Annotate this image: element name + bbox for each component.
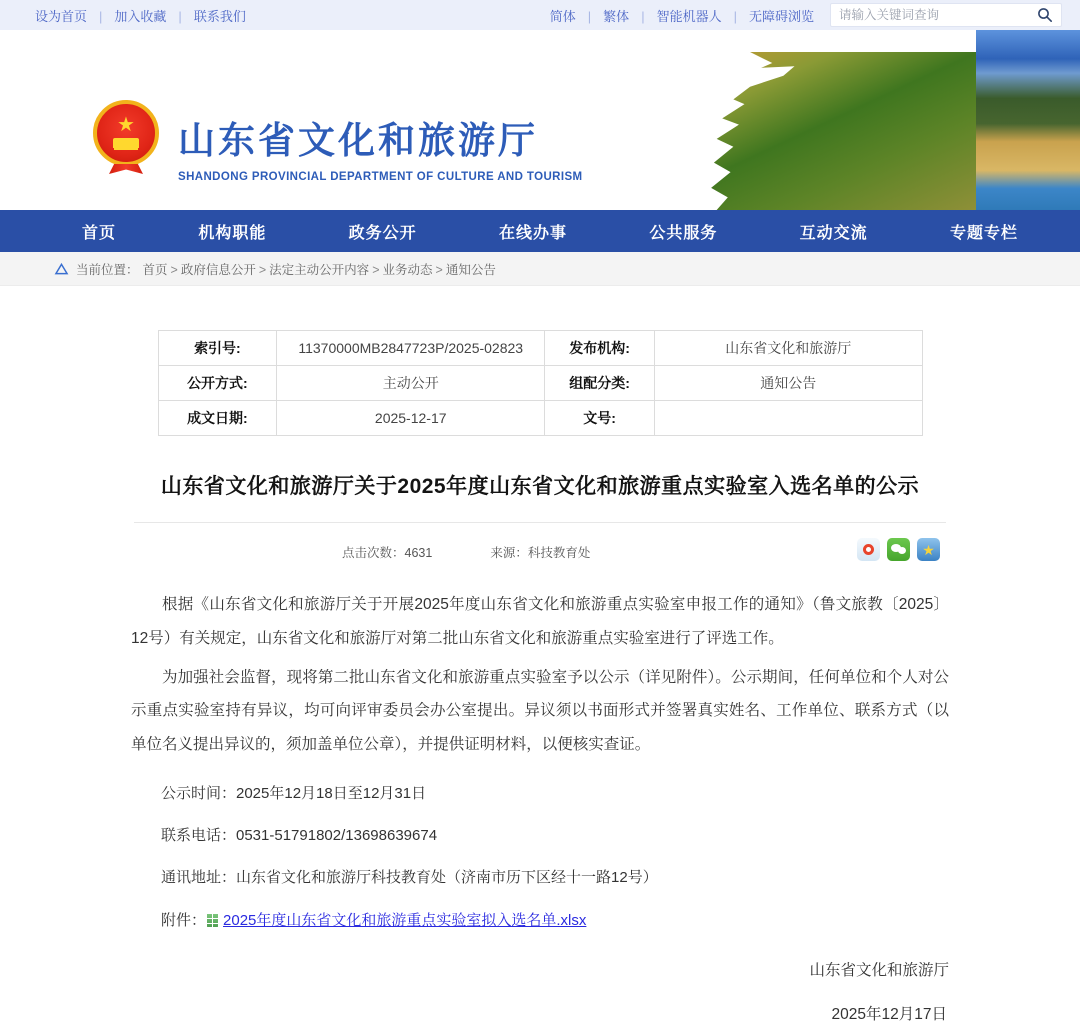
table-row xyxy=(158,331,922,366)
article-body xyxy=(131,588,949,761)
page-title: 山东省文化和旅游厅关于2025年度山东省文化和旅游重点实验室入选名单的公示 xyxy=(160,475,920,498)
contact-phone-line: 联系电话：0531-51791802/13698639674 xyxy=(161,827,438,844)
accessibility-link[interactable]: | 无障碍浏览 xyxy=(722,6,814,25)
paragraph: 根据《山东省文化和旅游厅关于开展2025年度山东省文化和旅游重点实验室申报工作的通知》（鲁文旅教〔2025〕12号）有关规定，山东省文化和旅游厅对第二批山东省文化和旅游重点实验室进行了评选工作。 xyxy=(131,596,949,647)
set-homepage-link[interactable]: 设为首页 xyxy=(35,8,88,24)
breadcrumb-statutory-disclosure[interactable]: 法定主动公开内容 > xyxy=(269,260,382,278)
topbar-right xyxy=(550,3,1062,27)
emblem-star-icon: ★ xyxy=(117,113,135,136)
table-row xyxy=(158,366,922,401)
hit-count xyxy=(342,543,432,561)
smart-robot-link[interactable]: | 智能机器人 xyxy=(629,6,721,25)
attachment-line xyxy=(131,909,949,930)
doc-number-value xyxy=(654,401,922,436)
date-written-label: 成文日期: xyxy=(158,401,277,436)
location-triangle-icon xyxy=(55,263,68,275)
index-number-value: 11370000MB2847723P/2025-02823 xyxy=(277,331,545,366)
site-title-english: SHANDONG PROVINCIAL DEPARTMENT OF CULTURE AND TOURISM xyxy=(178,171,583,183)
main-content xyxy=(0,330,1080,1024)
main-nav xyxy=(0,210,1080,252)
breadcrumb xyxy=(0,252,1080,286)
nav-item-public-services[interactable]: 公共服务 xyxy=(649,224,718,242)
date-written-value: 2025-12-17 xyxy=(277,401,545,436)
disclosure-method-value: 主动公开 xyxy=(277,366,545,401)
doc-number-label: 文号: xyxy=(545,401,655,436)
national-emblem-logo-icon xyxy=(88,100,164,176)
share-buttons xyxy=(857,538,940,561)
site-title: 山东省文化和旅游厅 xyxy=(178,120,538,161)
title-divider xyxy=(134,522,946,523)
signature-org: 山东省文化和旅游厅 xyxy=(809,962,949,979)
wechat-share-icon[interactable] xyxy=(887,538,910,561)
banner-hill-photo xyxy=(700,52,978,210)
nav-item-home[interactable]: 首页 xyxy=(82,224,117,242)
topbar-right-links xyxy=(550,6,814,25)
breadcrumb-label: 当前位置： xyxy=(76,262,139,277)
banner-side-photo xyxy=(976,30,1080,210)
qzone-share-icon[interactable]: ★ xyxy=(917,538,940,561)
hit-count-value: 4631 xyxy=(404,546,433,561)
search-box xyxy=(830,3,1062,27)
publicity-time-line: 公示时间：2025年12月18日至12月31日 xyxy=(161,785,427,802)
weibo-share-icon[interactable] xyxy=(857,538,880,561)
issuing-agency-value: 山东省文化和旅游厅 xyxy=(654,331,922,366)
topbar xyxy=(0,0,1080,30)
breadcrumb-home[interactable]: 首页 > xyxy=(143,260,181,278)
traditional-chinese-link[interactable]: | 繁体 xyxy=(576,6,629,25)
attachment-link[interactable]: 2025年度山东省文化和旅游重点实验室拟入选名单.xlsx xyxy=(223,912,587,929)
contact-us-link[interactable]: | 联系我们 xyxy=(166,6,245,25)
site-header xyxy=(0,30,1080,210)
emblem-gate-icon xyxy=(113,138,139,148)
nav-item-online-services[interactable]: 在线办事 xyxy=(498,224,567,242)
category-label: 组配分类: xyxy=(545,366,655,401)
signature-date: 2025年12月17日 xyxy=(831,1006,947,1023)
category-value: 通知公告 xyxy=(654,366,922,401)
search-icon[interactable] xyxy=(1037,7,1053,23)
search-input[interactable] xyxy=(839,8,1037,22)
mailing-address-line: 通讯地址：山东省文化和旅游厅科技教育处（济南市历下区经十一路12号） xyxy=(161,869,658,886)
source xyxy=(490,543,590,561)
excel-file-icon xyxy=(206,913,219,927)
nav-item-gov-disclosure[interactable]: 政务公开 xyxy=(348,224,417,242)
nav-item-functions[interactable]: 机构职能 xyxy=(198,224,267,242)
paragraph: 为加强社会监督，现将第二批山东省文化和旅游重点实验室予以公示（详见附件）。公示期间，任何单位和个人对公示重点实验室持有异议，均可向评审委员会办公室提出。异议须以书面形式并签署真实姓名、工作单位、联系方式（以单位名义提出异议的，须加盖单位公章），并提供证明材料，以便核实查证。 xyxy=(131,669,949,753)
disclosure-method-label: 公开方式: xyxy=(158,366,277,401)
emblem-ribbon-icon xyxy=(109,164,143,174)
topbar-left-links xyxy=(35,6,246,25)
source-value: 科技教育处 xyxy=(527,546,591,561)
attachment-label: 附件： xyxy=(161,912,207,929)
nav-item-interaction[interactable]: 互动交流 xyxy=(799,224,868,242)
source-label: 来源： xyxy=(490,546,528,561)
breadcrumb-business-news[interactable]: 业务动态 > xyxy=(383,260,446,278)
breadcrumb-notices[interactable]: 通知公告 xyxy=(445,262,496,277)
article-meta xyxy=(130,536,950,564)
site-title-block xyxy=(178,110,583,183)
breadcrumb-gov-info[interactable]: 政府信息公开 > xyxy=(181,260,269,278)
hit-count-label: 点击次数： xyxy=(342,546,405,561)
index-number-label: 索引号: xyxy=(158,331,277,366)
header-banner-image xyxy=(700,30,1080,210)
nav-item-special-topics[interactable]: 专题专栏 xyxy=(949,224,1018,242)
document-info-table xyxy=(158,330,923,436)
simplified-chinese-link[interactable]: 简体 xyxy=(549,8,576,24)
issuing-agency-label: 发布机构: xyxy=(545,331,655,366)
add-favorite-link[interactable]: | 加入收藏 xyxy=(87,6,166,25)
table-row xyxy=(158,401,922,436)
